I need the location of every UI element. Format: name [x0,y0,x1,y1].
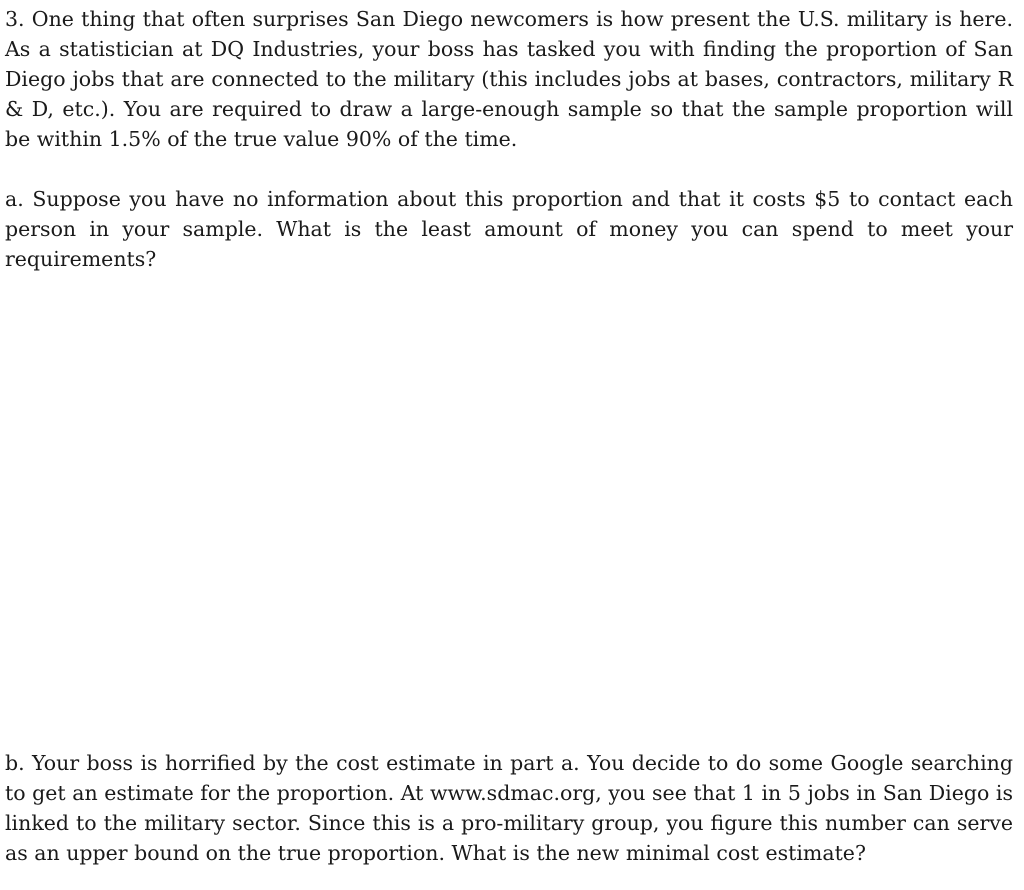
part-a-question: a. Suppose you have no information about this proportion and that it costs $5 to contact each person in your sample. What is the least amount of money you can spend to meet your requirements? [5,187,1013,271]
problem-intro: 3. One thing that often surprises San Diego newcomers is how present the U.S. military is here. As a statistician at DQ Industries, your boss has tasked you with finding the proportion of San Diego jobs that are connected to the military (this includes jobs at bases, contractors, military R & D, etc.). You are required to draw a large-enough sample so that the sample proportion will be within 1.5% of the true value 90% of the time. [5,7,1013,151]
part-b-question: b. Your boss is horrified by the cost estimate in part a. You decide to do some Google searching to get an estimate for the proportion. At www.sdmac.org, you see that 1 in 5 jobs in San Diego is linked to the military sector. Since this is a pro-military group, you figure this number can serve as an upper bound on the true proportion. What is the new minimal cost estimate? [5,751,1013,865]
answer-space [5,280,1013,730]
